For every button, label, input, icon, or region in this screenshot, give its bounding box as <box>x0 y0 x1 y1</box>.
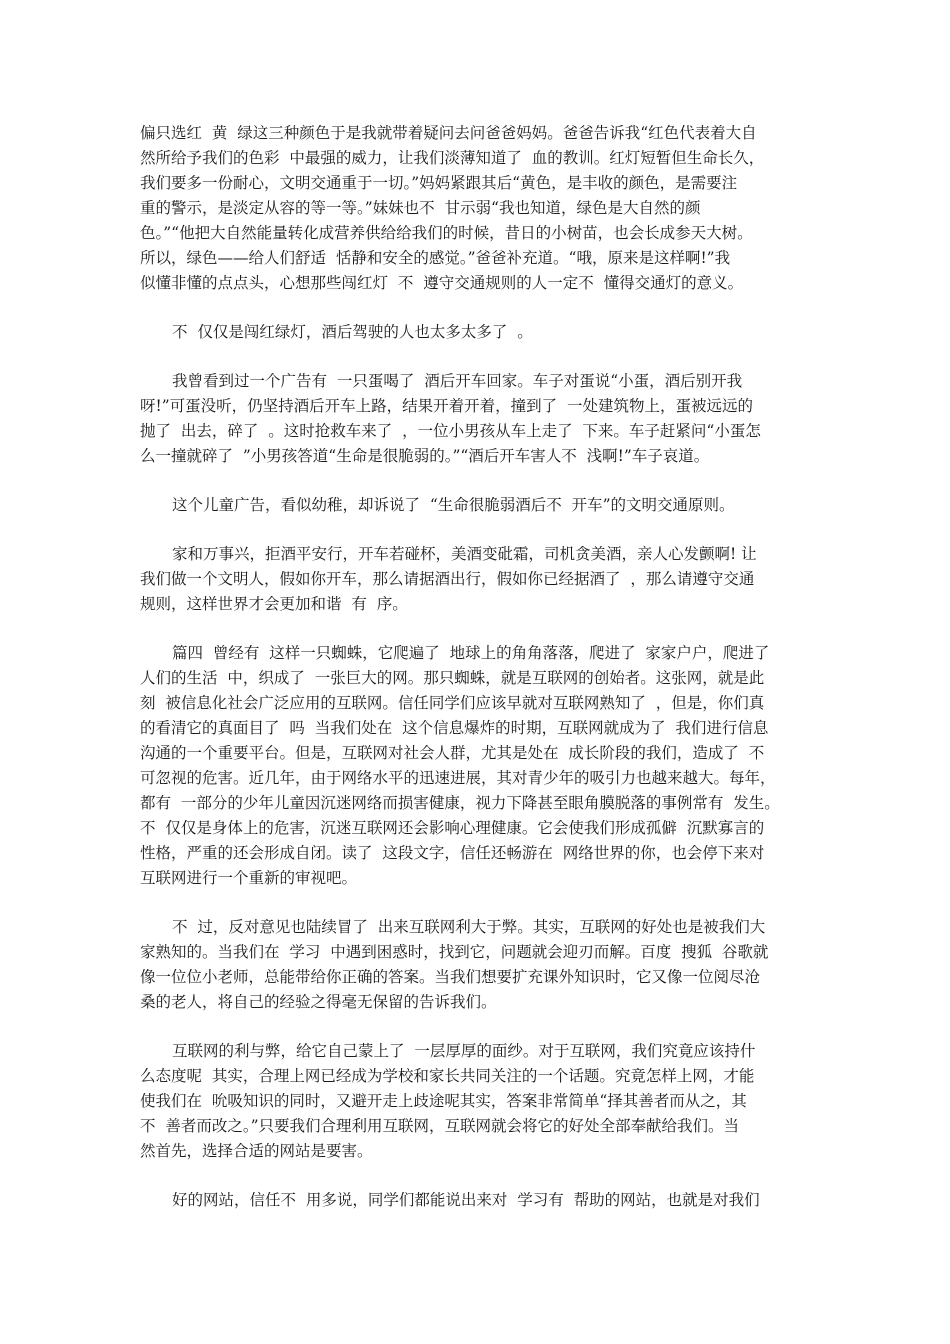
paragraph <box>140 641 820 891</box>
text-line: 可忽视的危害。近几年，由于网络水平的迅速进展，其对青少年的吸引力也越来越大。每年， <box>140 769 776 787</box>
text-line: 所以，绿色——给人们舒适 恬静和安全的感觉。”爸爸补充道。“哦，原来是这样啊!”我 <box>140 249 731 267</box>
text-line: 互联网进行一个重新的审视吧。 <box>140 869 358 887</box>
text-line: 重的警示，是淡定从容的等一等。”妹妹也不 甘示弱“我也知道，绿色是大自然的颜 <box>140 199 701 217</box>
text-line: 么态度呢 其实，合理上网已经成为学校和家长共同关注的一个话题。究竟怎样上网，才能 <box>140 1067 755 1085</box>
text-line: 不 过，反对意见也陆续冒了 出来互联网利大于弊。其实，互联网的好处也是被我们大 <box>172 918 766 936</box>
paragraph <box>140 369 820 469</box>
text-line: 好的网站，信任不 用多说，同学们都能说出来对 学习有 帮助的网站，也就是对我们 <box>172 1191 760 1209</box>
text-line: 呀!”可蛋没听，仍坚持酒后开车上路，结果开着开着，撞到了 一处建筑物上，蛋被远远的 <box>140 397 754 415</box>
text-line: 不 仅仅是闯红绿灯，酒后驾驶的人也太多太多了 。 <box>172 323 533 341</box>
text-line: 色。”“他把大自然能量转化成营养供给给我们的时候，昔日的小树苗，也会长成参天大树。 <box>140 224 753 242</box>
text-line: 偏只选红 黄 绿这三种颜色于是我就带着疑问去问爸爸妈妈。爸爸告诉我“红色代表着大自 <box>140 124 757 142</box>
text-line: 似懂非懂的点点头，心想那些闯红灯 不 遵守交通规则的人一定不 懂得交通灯的意义。 <box>140 274 744 292</box>
text-line: 篇四 曾经有 这样一只蜘蛛，它爬遍了 地球上的角角落落，爬进了 家家户户，爬进了 <box>172 644 770 662</box>
text-line: 么一撞就碎了 ”小男孩答道“生命是很脆弱的。”“酒后开车害人不 浅啊!”车子哀道。 <box>140 447 710 465</box>
text-line: 我们做一个文明人，假如你开车，那么请据酒出行，假如你已经据酒了 ，那么请遵守交通 <box>140 570 755 588</box>
text-line: 使我们在 吮吸知识的同时，又避开走上歧途呢其实，答案非常简单“择其善者而从之，其 <box>140 1092 747 1110</box>
text-line: 我们要多一份耐心，文明交通重于一切。”妈妈紧跟其后“黄色，是丰收的颜色，是需要注 <box>140 174 738 192</box>
paragraph <box>140 121 820 296</box>
text-line: 像一位位小老师，总能带给你正确的答案。当我们想要扩充课外知识时，它又像一位阅尽沧 <box>140 968 761 986</box>
text-line: 规则，这样世界才会更加和谐 有 序。 <box>140 595 408 613</box>
paragraph <box>140 320 820 345</box>
text-line: 不 仅仅是身体上的危害，沉迷互联网还会影响心理健康。它会使我们形成孤僻 沉默寡言的 <box>140 819 765 837</box>
text-line: 家熟知的。当我们在 学习 中遇到困惑时，找到它，问题就会迎刃而解。百度 搜狐 谷歌就 <box>140 943 769 961</box>
text-line: 的看清它的真面目了 吗 当我们处在 这个信息爆炸的时期，互联网就成为了 我们进行信息 <box>140 719 769 737</box>
text-line: 我曾看到过一个广告有 一只蛋喝了 酒后开车回家。车子对蛋说“小蛋，酒后别开我 <box>172 372 743 390</box>
text-line: 人们的生活 中，织成了 一张巨大的网。那只蜘蛛，就是互联网的创始者。这张网，就是此 <box>140 669 765 687</box>
paragraph <box>140 1188 820 1213</box>
paragraph <box>140 542 820 617</box>
text-line: 然首先，选择合适的网站是要害。 <box>140 1142 373 1160</box>
text-line: 桑的老人，将自己的经验之得毫无保留的告诉我们。 <box>140 993 497 1011</box>
paragraph <box>140 493 820 518</box>
text-line: 抛了 出去，碎了 。这时抢救车来了 ，一位小男孩从车上走了 下来。车子赶紧问“小蛋怎 <box>140 422 761 440</box>
text-line: 都有 一部分的少年儿童因沉迷网络而损害健康，视力下降甚至眼角膜脱落的事例常有 发生。 <box>140 794 780 812</box>
text-line: 性格，严重的还会形成自闭。读了 这段文字，信任还畅游在 网络世界的你，也会停下来对 <box>140 844 765 862</box>
paragraph <box>140 915 820 1015</box>
text-line: 不 善者而改之。”只要我们合理利用互联网，互联网就会将它的好处全部奉献给我们。当 <box>140 1117 740 1135</box>
text-line: 互联网的利与弊，给它自己蒙上了 一层厚厚的面纱。对于互联网，我们究竟应该持什 <box>172 1042 756 1060</box>
document-body <box>140 121 820 1237</box>
paragraph <box>140 1039 820 1164</box>
text-line: 这个儿童广告，看似幼稚，却诉说了 “生命很脆弱酒后不 开车”的文明交通原则。 <box>172 496 735 514</box>
text-line: 刻 被信息化社会广泛应用的互联网。信任同学们应该早就对互联网熟知了 ，但是，你们真 <box>140 694 765 712</box>
text-line: 沟通的一个重要平台。但是，互联网对社会人群，尤其是处在 成长阶段的我们，造成了 不 <box>140 744 765 762</box>
text-line: 家和万事兴，拒酒平安行，开车若碰杯，美酒变砒霜，司机贪美酒，亲人心发颤啊! 让 <box>172 545 757 563</box>
text-line: 然所给予我们的色彩 中最强的威力，让我们淡薄知道了 血的教训。红灯短暂但生命长久， <box>140 149 765 167</box>
